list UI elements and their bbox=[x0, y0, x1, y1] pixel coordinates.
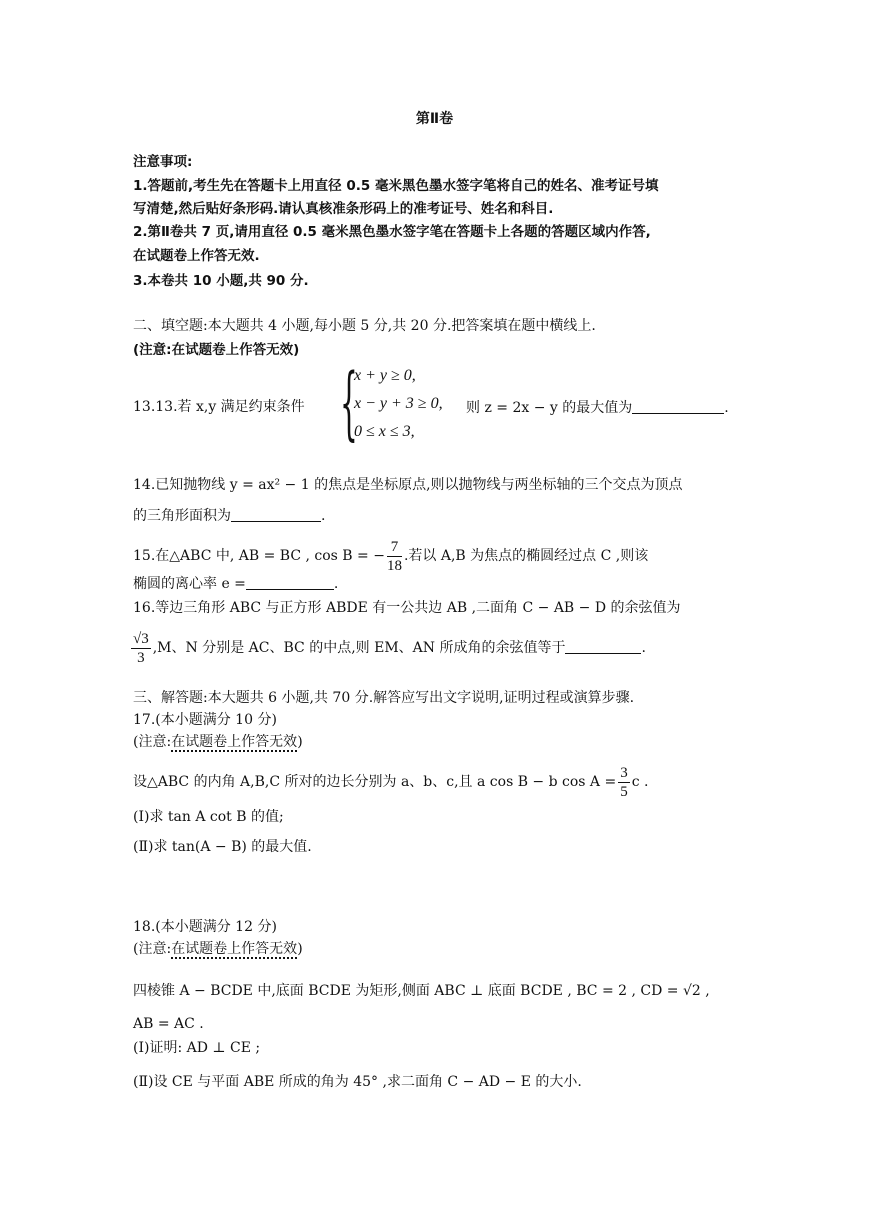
notice-item-2a: 2.第Ⅱ卷共 7 页,请用直径 0.5 毫米黑色墨水签字笔在答题卡上各题的答题区域内作答, bbox=[133, 224, 651, 240]
brace-icon: { bbox=[340, 356, 358, 449]
q16-fraction: $\frac{√3}{3}$ bbox=[133, 630, 149, 666]
q17-header: 17.(本小题满分 10 分) bbox=[133, 712, 277, 728]
q18-note: (注意:在试题卷上作答无效) bbox=[133, 941, 303, 957]
q14-answer-blank bbox=[231, 505, 321, 522]
q13-prefix: 13.13.若 x,y 满足约束条件 bbox=[133, 399, 305, 415]
q18-part1: (Ⅰ)证明: AD ⊥ CE ; bbox=[133, 1040, 261, 1056]
q18-stem1: 四棱锥 A − BCDE 中,底面 BCDE 为矩形,侧面 ABC ⊥ 底面 BCDE , BC = 2 , CD = √2 , bbox=[133, 983, 710, 999]
notice-heading: 注意事项: bbox=[133, 154, 193, 170]
q15-fraction: $\frac{7}{18}$ bbox=[386, 538, 402, 574]
q17-stem: 设△ABC 的内角 A,B,C 所对的边长分别为 a、b、c,且 a cos B − b cos A = $\frac{3}{5}$ c . bbox=[133, 764, 649, 800]
section3-heading: 三、解答题:本大题共 6 小题,共 70 分.解答应写出文字说明,证明过程或演算步骤. bbox=[133, 690, 635, 706]
q13-suffix: 则 z = 2x − y 的最大值为 . bbox=[466, 397, 729, 418]
q15-line2: 椭圆的离心率 e = . bbox=[133, 573, 338, 594]
q14-line2: 的三角形面积为 . bbox=[133, 505, 325, 526]
notice-item-1b: 写清楚,然后贴好条形码.请认真核准条形码上的准考证号、姓名和科目. bbox=[133, 201, 554, 217]
q17-part1: (Ⅰ)求 tan A cot B 的值; bbox=[133, 809, 284, 825]
q13-constraint-3: 0 ≤ x ≤ 3, bbox=[354, 423, 415, 440]
q15-answer-blank bbox=[246, 573, 334, 590]
q16-line1: 16.等边三角形 ABC 与正方形 ABDE 有一公共边 AB ,二面角 C − AB − D 的余弦值为 bbox=[133, 600, 681, 616]
page-title: 第Ⅱ卷 bbox=[415, 111, 454, 127]
notice-item-2b: 在试题卷上作答无效. bbox=[133, 248, 260, 264]
q13-answer-blank bbox=[632, 397, 724, 414]
notice-item-1a: 1.答题前,考生先在答题卡上用直径 0.5 毫米黑色墨水签字笔将自己的姓名、准考证号填 bbox=[133, 178, 659, 194]
notice-item-3: 3.本卷共 10 小题,共 90 分. bbox=[133, 273, 309, 289]
q13-constraint-2: x − y + 3 ≥ 0, bbox=[354, 395, 443, 412]
q18-stem2: AB = AC . bbox=[133, 1016, 204, 1032]
q17-note: (注意:在试题卷上作答无效) bbox=[133, 734, 303, 750]
q14-line1: 14.已知抛物线 y = ax² − 1 的焦点是坐标原点,则以抛物线与两坐标轴的三个交点为顶点 bbox=[133, 477, 683, 493]
q16-answer-blank bbox=[565, 637, 641, 654]
section2-note: (注意:在试题卷上作答无效) bbox=[133, 342, 300, 358]
q17-fraction: $\frac{3}{5}$ bbox=[620, 764, 628, 800]
q18-header: 18.(本小题满分 12 分) bbox=[133, 919, 277, 935]
section2-heading: 二、填空题:本大题共 4 小题,每小题 5 分,共 20 分.把答案填在题中横线上. bbox=[133, 318, 596, 334]
q17-part2: (Ⅱ)求 tan(A − B) 的最大值. bbox=[133, 839, 312, 855]
q15-line1: 15.在△ABC 中, AB = BC , cos B = − $\frac{7}{18}$ .若以 A,B 为焦点的椭圆经过点 C ,则该 bbox=[133, 538, 649, 574]
q16-line2: $\frac{√3}{3}$ ,M、N 分别是 AC、BC 的中点,则 EM、AN 所成角的余弦值等于 . bbox=[133, 630, 646, 666]
q13-constraint-1: x + y ≥ 0, bbox=[354, 367, 416, 384]
q18-part2: (Ⅱ)设 CE 与平面 ABE 所成的角为 45° ,求二面角 C − AD − E 的大小. bbox=[133, 1074, 582, 1090]
